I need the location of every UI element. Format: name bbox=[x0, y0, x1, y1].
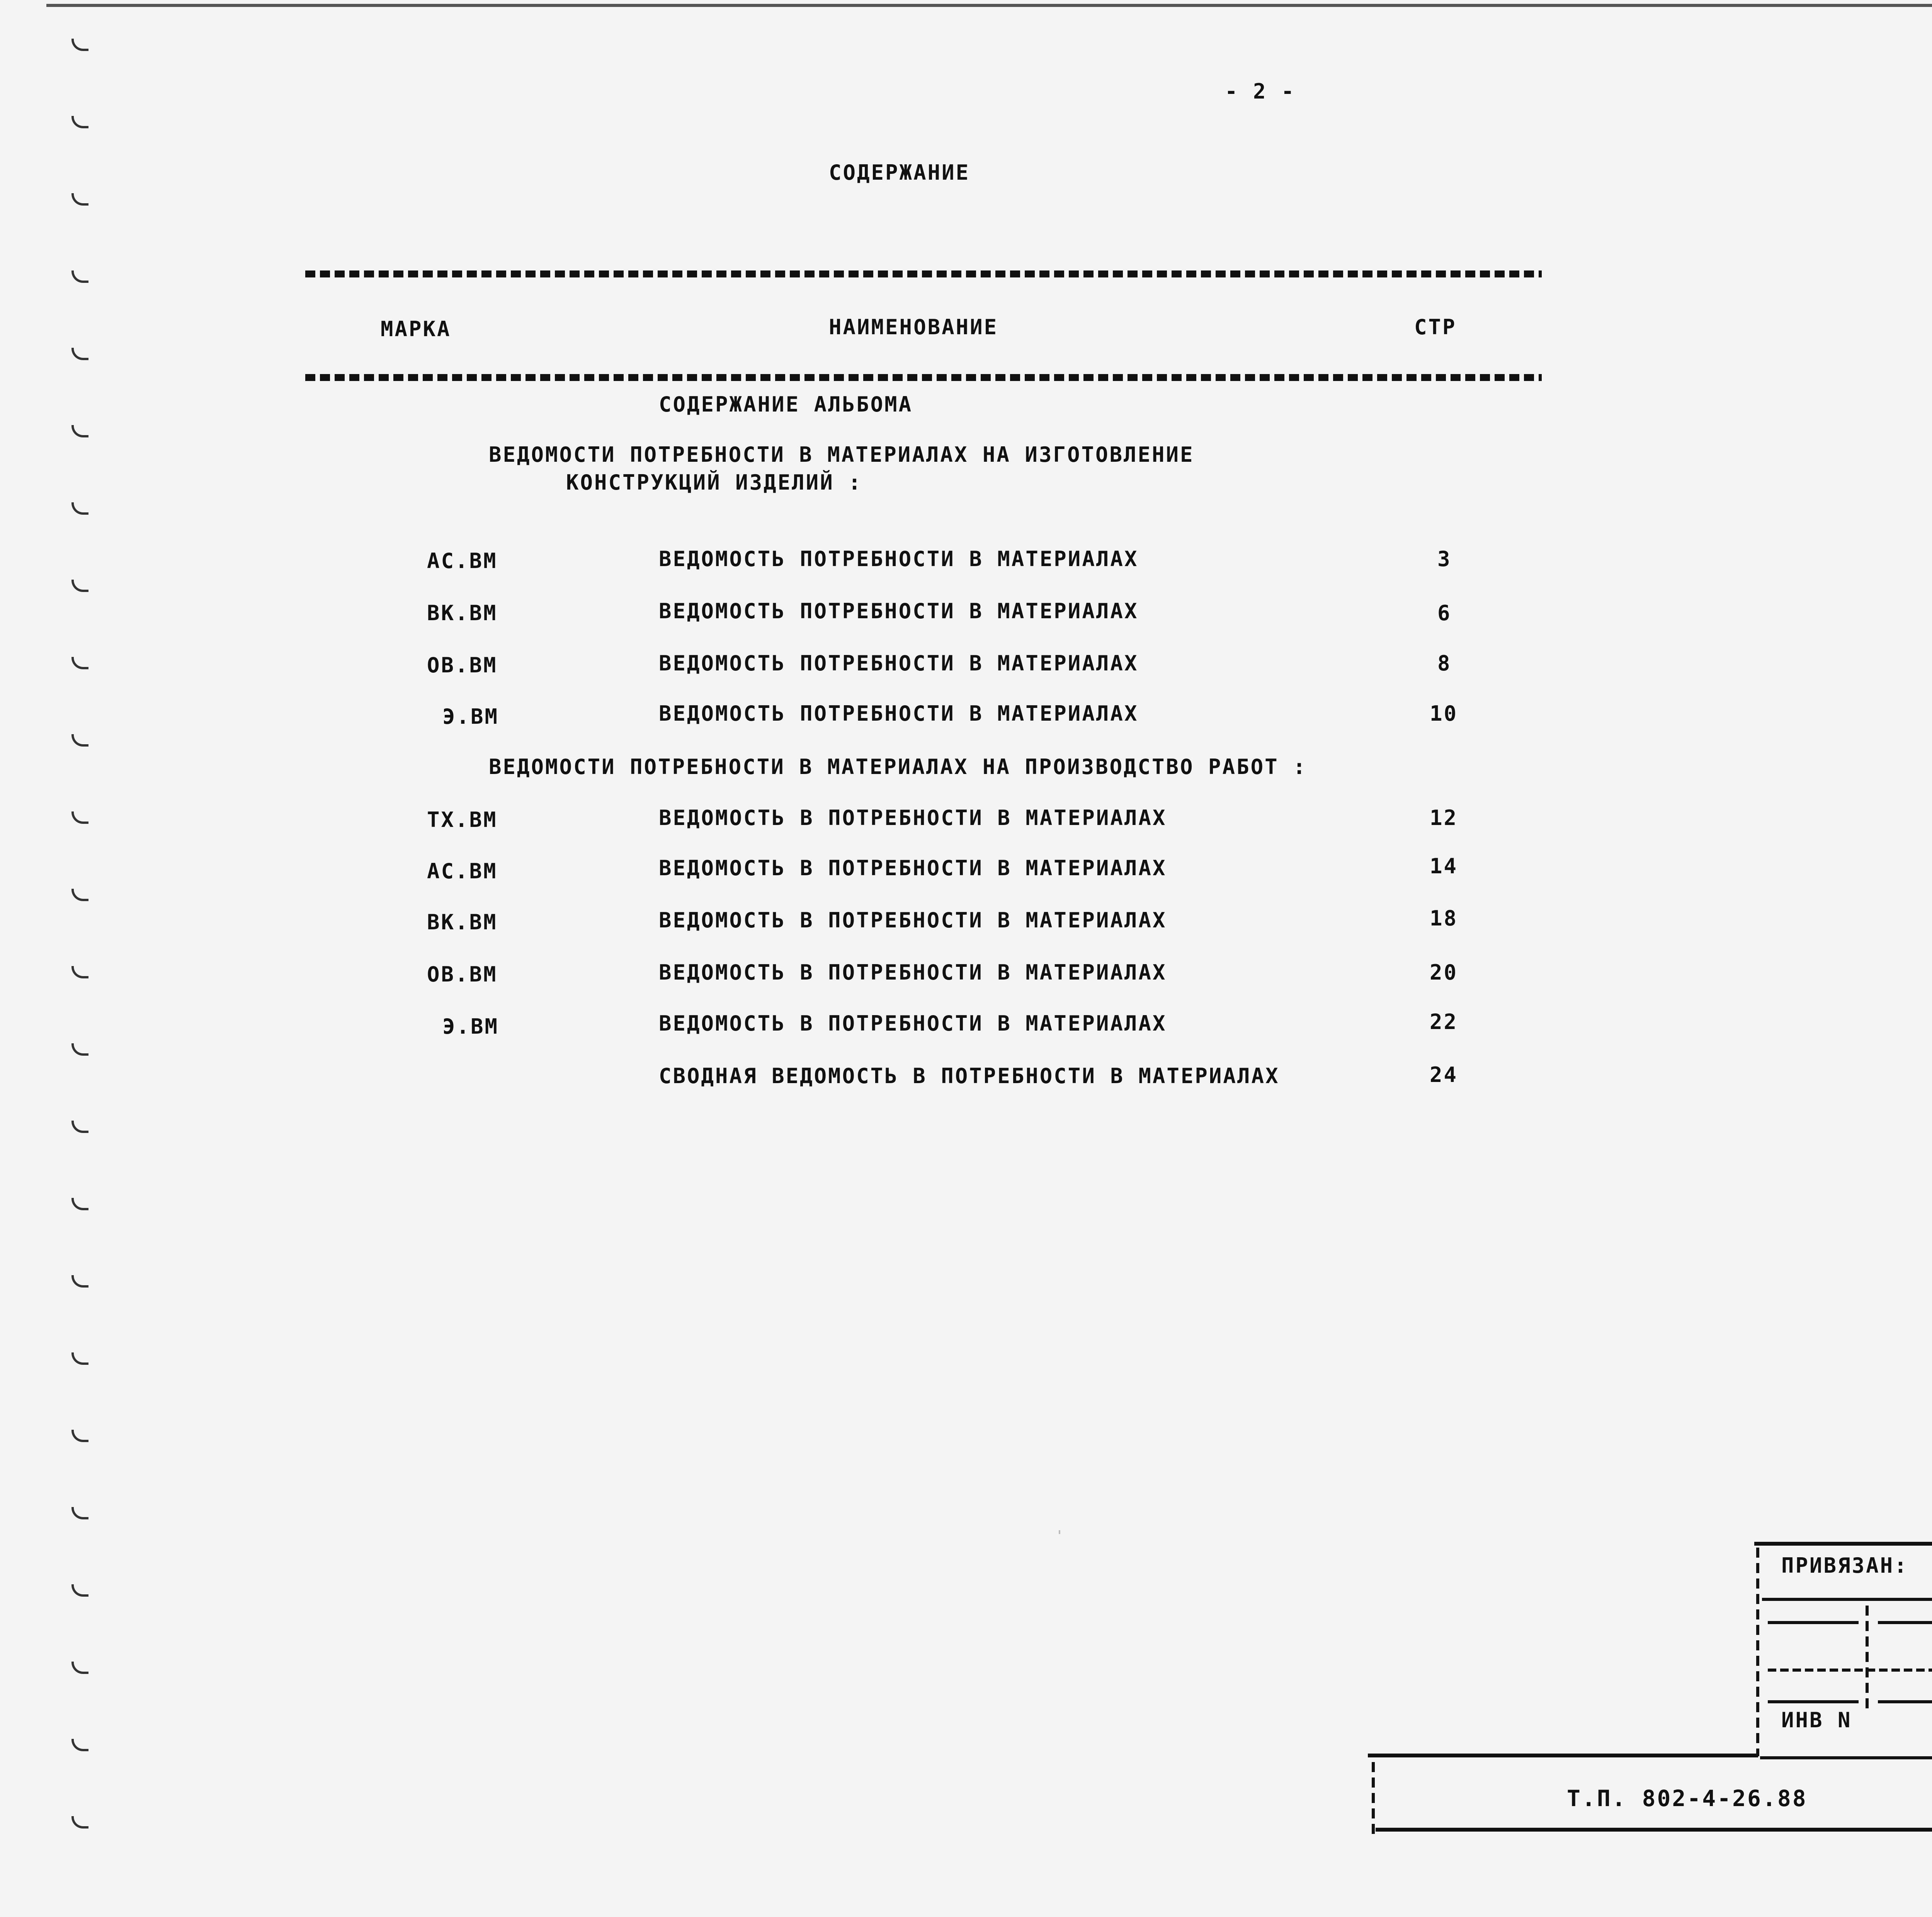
row-mark: ВК.ВМ bbox=[427, 601, 498, 625]
title-block-rule bbox=[1762, 1598, 1932, 1601]
title-block-bottom-rule bbox=[1376, 1828, 1932, 1832]
row-page: 6 bbox=[1437, 601, 1452, 625]
perforation-hole bbox=[71, 1739, 88, 1751]
section-heading: ВЕДОМОСТИ ПОТРЕБНОСТИ В МАТЕРИАЛАХ НА ПРОИЗВОДСТВО РАБОТ : bbox=[489, 755, 1307, 779]
perforation-hole bbox=[71, 1507, 88, 1519]
row-page: 10 bbox=[1430, 701, 1458, 726]
row-mark: ТХ.ВМ bbox=[427, 808, 498, 832]
perforation-hole bbox=[71, 889, 88, 901]
title-block-rule bbox=[1768, 1621, 1859, 1624]
perforation-hole bbox=[71, 657, 88, 669]
title-block-left-border bbox=[1756, 1548, 1759, 1756]
row-mark: АС.ВМ bbox=[427, 859, 498, 883]
perforation-hole bbox=[71, 1198, 88, 1210]
row-name: СВОДНАЯ ВЕДОМОСТЬ В ПОТРЕБНОСТИ В МАТЕРИАЛАХ bbox=[659, 1064, 1280, 1088]
perforation-hole bbox=[71, 966, 88, 978]
perforation-hole bbox=[71, 734, 88, 747]
perforation-hole bbox=[71, 193, 88, 206]
section-heading: КОНСТРУКЦИЙ ИЗДЕЛИЙ : bbox=[566, 470, 862, 495]
row-mark: АС.ВМ bbox=[427, 549, 498, 573]
perforation-hole bbox=[71, 1584, 88, 1597]
album-contents-heading: СОДЕРЖАНИЕ АЛЬБОМА bbox=[659, 392, 913, 417]
row-mark: ОВ.ВМ bbox=[427, 653, 498, 677]
column-header-name: НАИМЕНОВАНИЕ bbox=[829, 315, 998, 339]
row-page: 3 bbox=[1437, 547, 1452, 571]
perforation-hole bbox=[71, 1275, 88, 1288]
row-name: ВЕДОМОСТЬ ПОТРЕБНОСТИ В МАТЕРИАЛАХ bbox=[659, 599, 1139, 623]
title-block-column-divider bbox=[1866, 1606, 1869, 1710]
row-mark: Э.ВМ bbox=[442, 1014, 499, 1039]
perforation-hole bbox=[71, 1352, 88, 1365]
row-page: 18 bbox=[1430, 906, 1458, 930]
table-top-rule bbox=[305, 270, 1542, 277]
perforation-hole bbox=[71, 1816, 88, 1829]
row-name: ВЕДОМОСТЬ В ПОТРЕБНОСТИ В МАТЕРИАЛАХ bbox=[659, 908, 1167, 932]
row-mark: Э.ВМ bbox=[442, 704, 499, 729]
perforation-hole bbox=[71, 811, 88, 824]
scan-speck bbox=[1059, 1530, 1060, 1534]
perforation-hole bbox=[71, 270, 88, 283]
perforation-hole bbox=[71, 502, 88, 515]
row-name: ВЕДОМОСТЬ В ПОТРЕБНОСТИ В МАТЕРИАЛАХ bbox=[659, 1011, 1167, 1036]
table-header-rule bbox=[305, 374, 1542, 381]
page-number: - 2 - bbox=[1225, 79, 1296, 104]
row-name: ВЕДОМОСТЬ ПОТРЕБНОСТИ В МАТЕРИАЛАХ bbox=[659, 701, 1139, 726]
document-code: Т.П. 802-4-26.88 bbox=[1567, 1785, 1808, 1812]
section-heading: ВЕДОМОСТИ ПОТРЕБНОСТИ В МАТЕРИАЛАХ НА ИЗГОТОВЛЕНИЕ bbox=[489, 442, 1194, 467]
row-page: 22 bbox=[1430, 1010, 1458, 1034]
title-block-top-rule bbox=[1754, 1542, 1932, 1546]
attached-label: ПРИВЯЗАН: bbox=[1781, 1553, 1908, 1578]
row-page: 20 bbox=[1430, 960, 1458, 985]
perforation-hole bbox=[71, 1430, 88, 1442]
perforation-hole bbox=[71, 348, 88, 360]
column-header-mark: МАРКА bbox=[381, 317, 451, 341]
inventory-label: ИНВ N bbox=[1781, 1708, 1852, 1732]
row-name: ВЕДОМОСТЬ ПОТРЕБНОСТИ В МАТЕРИАЛАХ bbox=[659, 651, 1139, 675]
row-name: ВЕДОМОСТЬ В ПОТРЕБНОСТИ В МАТЕРИАЛАХ bbox=[659, 806, 1167, 830]
row-mark: ОВ.ВМ bbox=[427, 962, 498, 987]
perforation-hole bbox=[71, 1121, 88, 1133]
row-page: 8 bbox=[1437, 651, 1452, 675]
perforation-hole bbox=[71, 116, 88, 128]
perforation-hole bbox=[71, 39, 88, 51]
page-title: СОДЕРЖАНИЕ bbox=[829, 160, 970, 185]
perforation-hole bbox=[71, 1662, 88, 1674]
title-block-rule bbox=[1878, 1621, 1932, 1624]
row-page: 24 bbox=[1430, 1063, 1458, 1087]
title-block-main-rule bbox=[1760, 1756, 1932, 1759]
title-block-rule bbox=[1768, 1700, 1859, 1703]
title-block-main-rule bbox=[1368, 1754, 1758, 1757]
row-page: 14 bbox=[1430, 854, 1458, 878]
title-block-rule bbox=[1878, 1700, 1932, 1703]
row-page: 12 bbox=[1430, 806, 1458, 830]
perforation-hole bbox=[71, 580, 88, 592]
title-block-dashed-rule bbox=[1768, 1669, 1932, 1672]
title-block-outer-left-border bbox=[1372, 1762, 1375, 1835]
perforation-hole bbox=[71, 425, 88, 437]
row-mark: ВК.ВМ bbox=[427, 910, 498, 934]
row-name: ВЕДОМОСТЬ В ПОТРЕБНОСТИ В МАТЕРИАЛАХ bbox=[659, 960, 1167, 985]
row-name: ВЕДОМОСТЬ В ПОТРЕБНОСТИ В МАТЕРИАЛАХ bbox=[659, 856, 1167, 880]
row-name: ВЕДОМОСТЬ ПОТРЕБНОСТИ В МАТЕРИАЛАХ bbox=[659, 547, 1139, 571]
top-edge-line bbox=[46, 4, 1932, 7]
perforation-hole bbox=[71, 1043, 88, 1056]
column-header-page: СТР bbox=[1414, 315, 1457, 339]
